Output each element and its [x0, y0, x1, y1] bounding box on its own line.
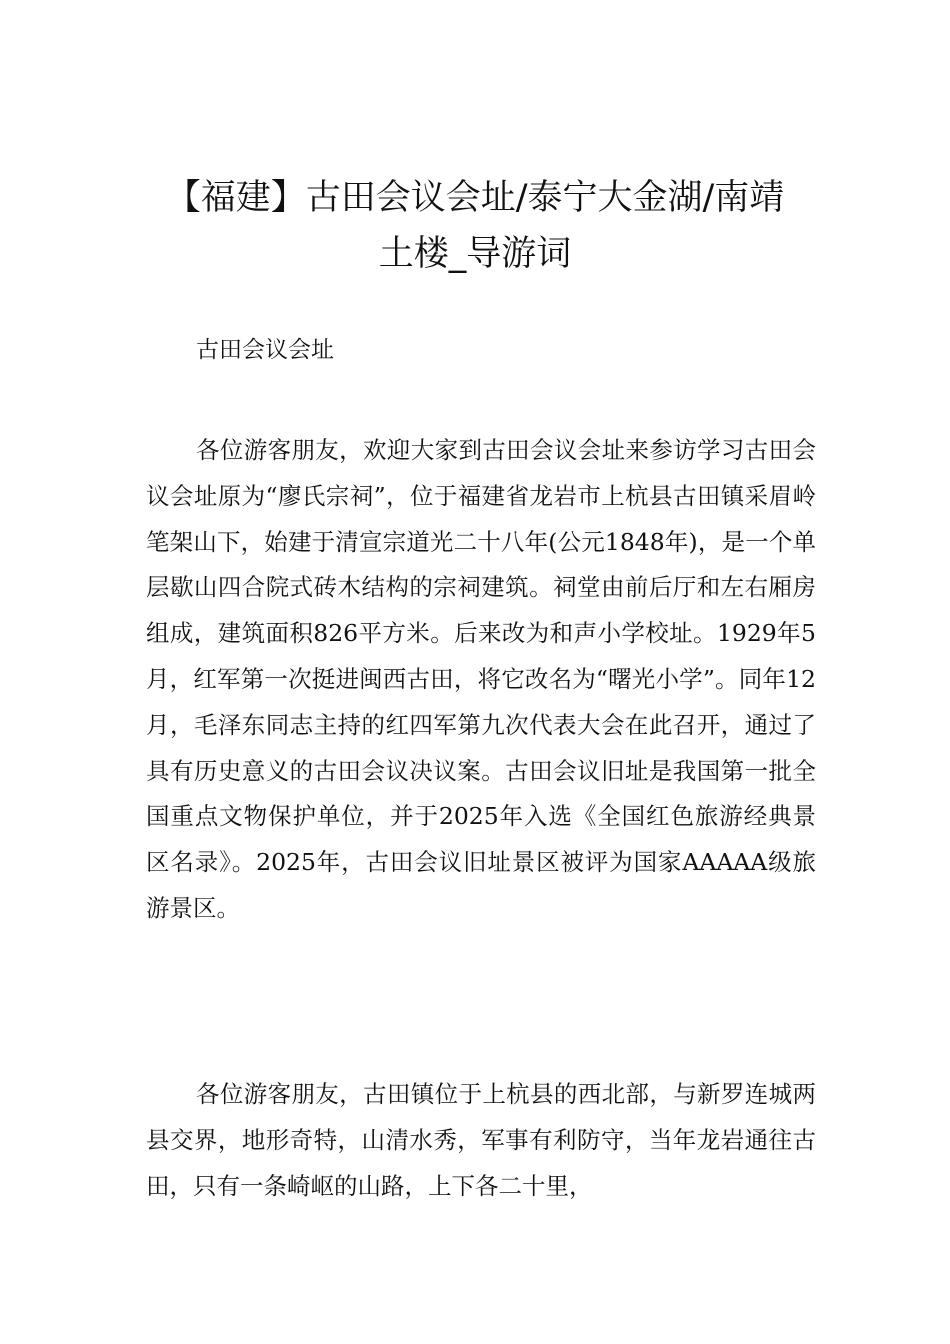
body-paragraph-2: 各位游客朋友，古田镇位于上杭县的西北部，与新罗连城两县交界，地形奇特，山清水秀，军事有利防守，当年龙岩通往古田，只有一条崎岖的山路，上下各二十里， — [146, 1080, 816, 1200]
section-heading: 古田会议会址 — [196, 337, 334, 363]
document-title-line-2: 土楼_导游词 — [378, 234, 572, 274]
document-title — [140, 170, 810, 282]
document-title-line-1: 【福建】古田会议会址/泰宁大金湖/南靖 — [165, 178, 785, 218]
body-paragraph-1: 各位游客朋友，欢迎大家到古田会议会址来参访学习古田会议会址原为“廖氏宗祠”，位于福建省龙岩市上杭县古田镇采眉岭笔架山下，始建于清宣宗道光二十八年(公元1848年)，是一个单层歇山四合院式砖木结构的宗祠建筑。祠堂由前后厅和左右厢房组成，建筑面积826平方米。后来改为和声小学校址。1929年5月，红军第一次挺进闽西古田，将它改名为“曙光小学”。同年12月，毛泽东同志主持的红四军第九次代表大会在此召开，通过了具有历史意义的古田会议决议案。古田会议旧址是我国第一批全国重点文物保护单位，并于2025年入选《全国红色旅游经典景区名录》。2025年，古田会议旧址景区被评为国家AAAAA级旅游景区。 — [146, 436, 816, 922]
